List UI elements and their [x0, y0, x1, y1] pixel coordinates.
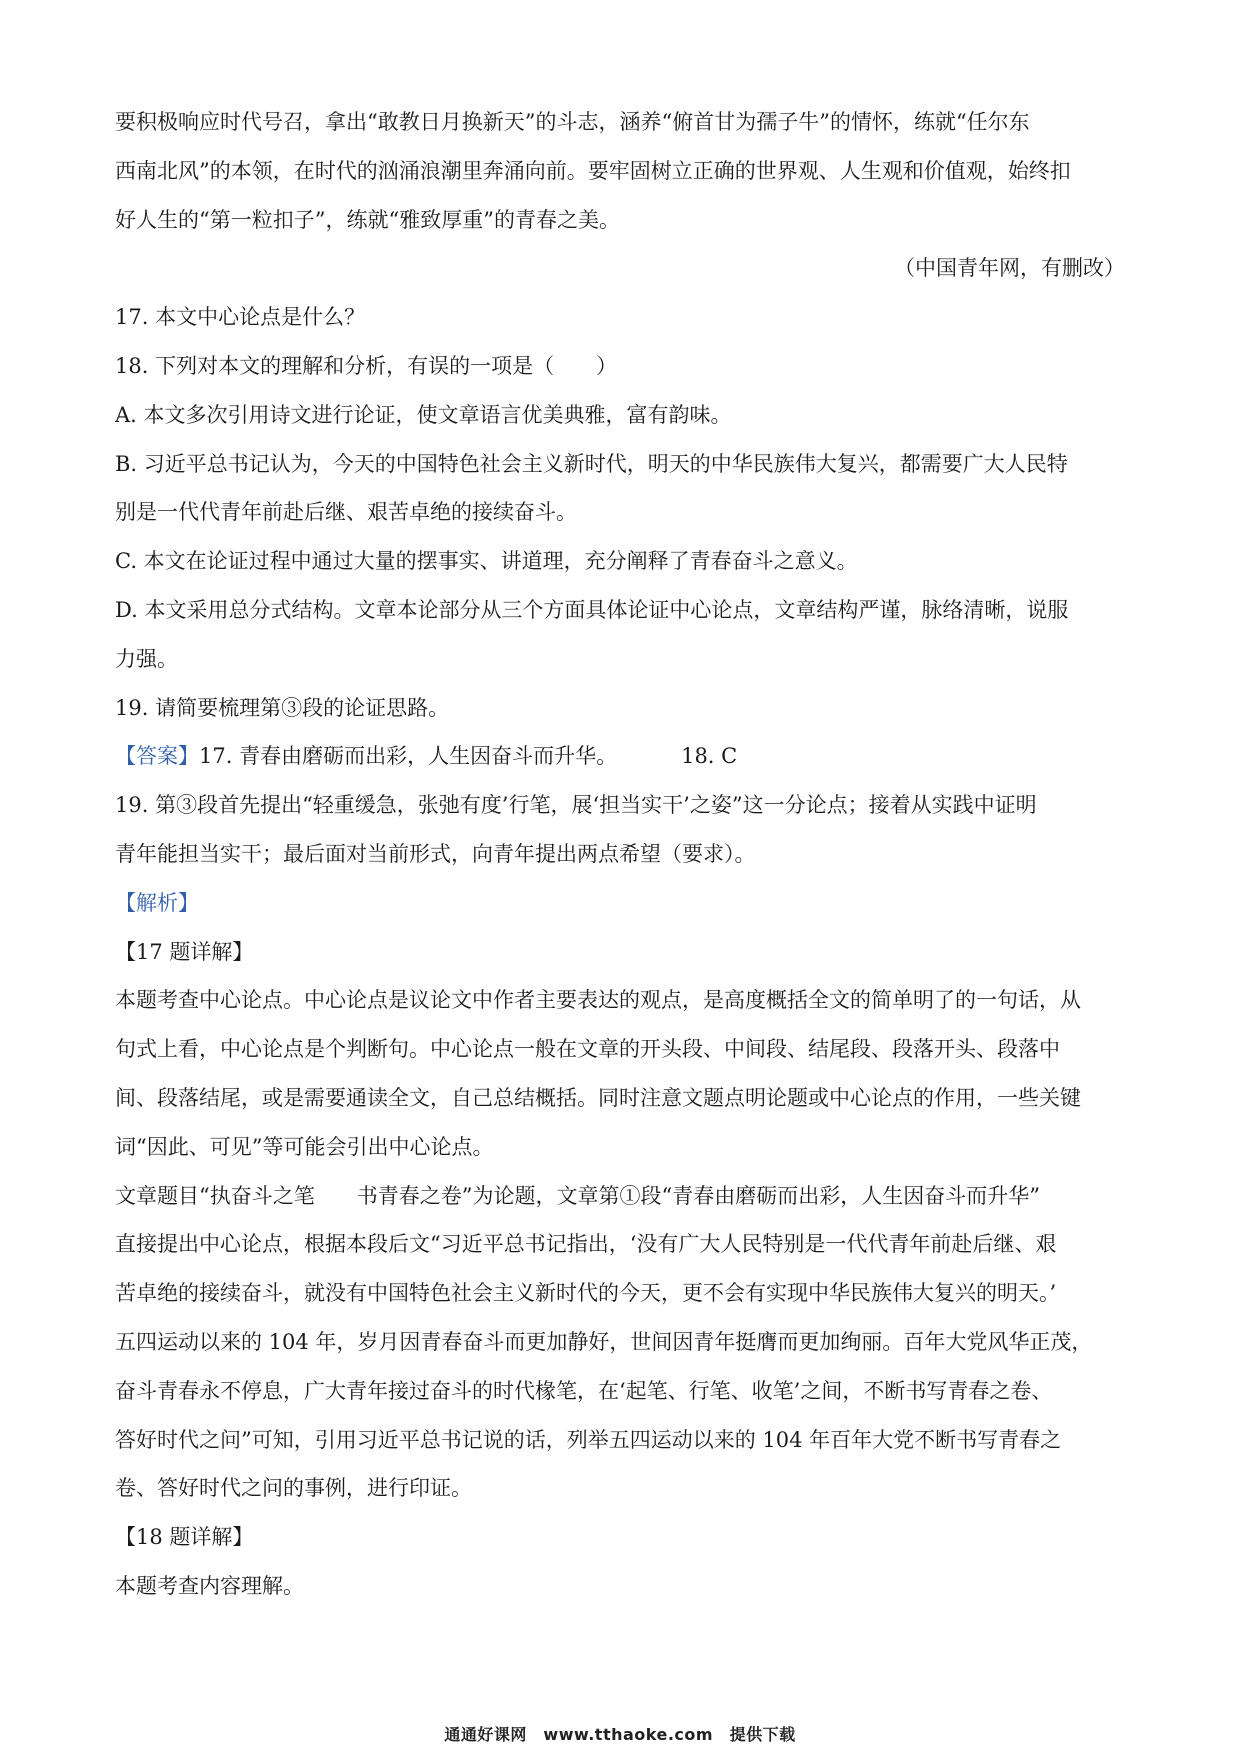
passage-line-1: 要积极响应时代号召，拿出“敢教日月换新天”的斗志，涵养“俯首甘为孺子牛”的情怀，练就“任尔东	[115, 110, 1030, 134]
question-19: 19. 请简要梳理第③段的论证思路。	[115, 695, 450, 720]
answer-17: 17. 青春由磨砺而出彩，人生因奋斗而升华。	[199, 744, 618, 769]
detail-18-line-1: 本题考查内容理解。	[115, 1573, 304, 1598]
detail-18-heading: 【18 题详解】	[115, 1525, 254, 1550]
detail-17-line-3: 间、段落结尾，或是需要通读全文，自己总结概括。同时注意文题点明论题或中心论点的作用，一些关键	[115, 1085, 1081, 1110]
detail-17-line-2: 句式上看，中心论点是个判断句。中心论点一般在文章的开头段、中间段、结尾段、段落开头、段落中	[115, 1037, 1060, 1062]
passage-line-3: 好人生的“第一粒扣子”，练就“雅致厚重”的青春之美。	[115, 207, 620, 232]
option-b-line-1: B. 习近平总书记认为，今天的中国特色社会主义新时代，明天的中华民族伟大复兴，都需要广大人民特	[115, 451, 1068, 476]
option-d-line-1: D. 本文采用总分式结构。文章本论部分从三个方面具体论证中心论点，文章结构严谨，脉络清晰，说服	[115, 597, 1069, 622]
answer-18: 18. C	[681, 744, 738, 769]
detail-17-line-1: 本题考查中心论点。中心论点是议论文中作者主要表达的观点，是高度概括全文的简单明了的一句话，从	[115, 988, 1081, 1013]
detail-17-line-5: 文章题目“执奋斗之笔 书青春之卷”为论题，文章第①段“青春由磨砺而出彩，人生因奋斗而升华”	[115, 1183, 1040, 1208]
detail-17-line-11: 卷、答好时代之问的事例，进行印证。	[115, 1476, 472, 1501]
detail-17-line-8: 五四运动以来的 104 年，岁月因青春奋斗而更加静好，世间因青年挺膺而更加绚丽。百年大党风华正茂，	[115, 1329, 1093, 1354]
answer-label: 【答案】	[115, 744, 199, 769]
passage-line-2: 西南北风”的本领，在时代的汹涌浪潮里奔涌向前。要牢固树立正确的世界观、人生观和价值观，始终扣	[115, 158, 1071, 183]
document-body	[115, 98, 1125, 1611]
question-18: 18. 下列对本文的理解和分析，有误的一项是（ ）	[115, 353, 618, 378]
detail-17-line-7: 苦卓绝的接续奋斗，就没有中国特色社会主义新时代的今天，更不会有实现中华民族伟大复兴的明天。’	[115, 1281, 1057, 1306]
detail-17-line-6: 直接提出中心论点，根据本段后文“习近平总书记指出，‘没有广大人民特别是一代代青年前赴后继、艰	[115, 1232, 1057, 1257]
option-b-line-2: 别是一代代青年前赴后继、艰苦卓绝的接续奋斗。	[115, 500, 577, 525]
detail-17-heading: 【17 题详解】	[115, 939, 254, 964]
option-d-line-2: 力强。	[115, 646, 178, 671]
option-a: A. 本文多次引用诗文进行论证，使文章语言优美典雅，富有韵味。	[115, 402, 732, 427]
analysis-label: 【解析】	[115, 890, 199, 915]
detail-17-line-4: 词“因此、可见”等可能会引出中心论点。	[115, 1134, 494, 1159]
answer-row	[115, 732, 1125, 781]
detail-17-line-9: 奋斗青春永不停息，广大青年接过奋斗的时代椽笔，在‘起笔、行笔、收笔’之间，不断书写青春之卷、	[115, 1378, 1053, 1403]
answer-19-line-1: 19. 第③段首先提出“轻重缓急，张弛有度’行笔，展‘担当实干’之姿”这一分论点；接着从实践中证明	[115, 793, 1037, 818]
footer-download-note: 通通好课网 www.tthaoke.com 提供下载	[444, 1725, 796, 1744]
question-17: 17. 本文中心论点是什么？	[115, 305, 366, 330]
answer-19-line-2: 青年能担当实干；最后面对当前形式，向青年提出两点希望（要求）。	[115, 841, 756, 866]
source-citation: （中国青年网，有删改）	[894, 256, 1125, 281]
detail-17-line-10: 答好时代之问”可知，引用习近平总书记说的话，列举五四运动以来的 104 年百年大党不断书写青春之	[115, 1427, 1062, 1452]
option-c: C. 本文在论证过程中通过大量的摆事实、讲道理，充分阐释了青春奋斗之意义。	[115, 549, 858, 574]
